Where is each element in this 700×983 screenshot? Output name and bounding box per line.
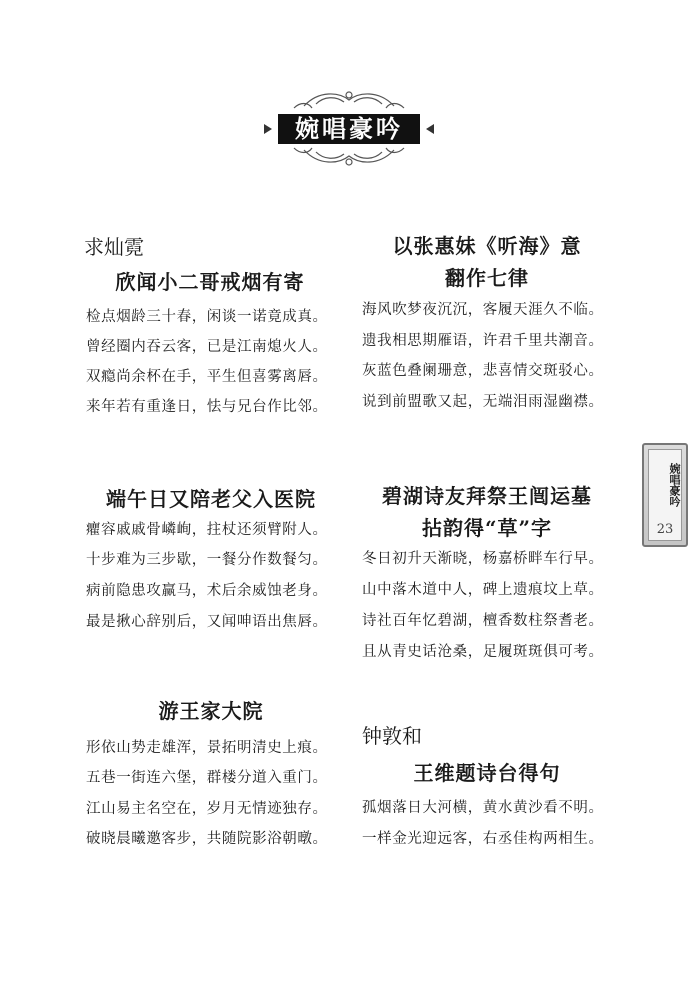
poem-line: 海风吹梦夜沉沉，客履天涯久不临。	[362, 302, 604, 318]
poem-title-line-2: 翻作七律	[445, 266, 529, 290]
poem-line: 形依山势走雄浑，景拓明清史上痕。	[86, 740, 328, 756]
poem-line: 双瘾尚余杯在手，平生但喜雾离唇。	[86, 369, 328, 385]
poem-line: 江山易主名空在，岁月无情迹独存。	[86, 801, 328, 817]
section-tab-inner	[648, 449, 682, 541]
section-tab	[642, 443, 688, 547]
poem-line: 破晓晨曦邀客步，共随院影浴朝暾。	[86, 831, 328, 847]
poem-line: 孤烟落日大河横，黄水黄沙看不明。	[362, 800, 604, 816]
poem-title-line-1: 碧湖诗友拜祭王闿运墓	[382, 484, 592, 508]
poem-line: 诗社百年忆碧湖，檀香数柱祭耆老。	[362, 613, 604, 629]
poem-line: 说到前盟歌又起，无端泪雨湿幽襟。	[362, 394, 604, 410]
page-number: 23	[656, 522, 674, 537]
poem-line: 冬日初升天渐晓，杨嘉桥畔车行早。	[362, 551, 604, 567]
poem-author: 求灿霓	[84, 235, 144, 259]
poem-line: 十步难为三步歇，一餐分作数餐匀。	[86, 552, 328, 568]
poem-line: 五巷一街连六堡，群楼分道入重门。	[86, 770, 328, 786]
poem-line: 曾经圈内吞云客，已是江南熄火人。	[86, 339, 328, 355]
poem-author: 钟敦和	[362, 724, 422, 748]
poem-title: 游王家大院	[158, 699, 264, 723]
poem-title: 端午日又陪老父入医院	[106, 487, 316, 511]
poem-line: 一样金光迎远客，右丞佳构两相生。	[362, 831, 604, 847]
poem-line: 遗我相思期雁语，许君千里共潮音。	[362, 333, 604, 349]
poem-line: 来年若有重逢日，怯与兄台作比邻。	[86, 399, 328, 415]
poem-line: 癯容戚戚骨嶙峋，拄杖还须臂附人。	[86, 522, 328, 538]
poem-title-line-2: 拈韵得“草”字	[421, 516, 552, 540]
poem-title: 欣闻小二哥戒烟有寄	[115, 270, 305, 294]
poem-line: 山中落木道中人，碑上遗痕坟上草。	[362, 582, 604, 598]
poem-title: 王维题诗台得句	[413, 761, 561, 785]
poem-line: 且从青史话沧桑，足履斑斑俱可考。	[362, 644, 604, 660]
poem-line: 最是揪心辞别后，又闻呻语出焦唇。	[86, 614, 328, 630]
poem-title-line-1: 以张惠妹《听海》意	[392, 234, 582, 258]
poem-line: 病前隐患攻赢马，术后余威蚀老身。	[86, 583, 328, 599]
section-header	[264, 86, 434, 170]
section-tab-label: 婉唱豪吟	[668, 463, 681, 507]
poem-line: 灰蓝色叠阑珊意，悲喜情交斑驳心。	[362, 363, 604, 379]
poem-line: 检点烟龄三十春，闲谈一诺竟成真。	[86, 309, 328, 325]
section-title: 婉唱豪吟	[278, 114, 420, 144]
